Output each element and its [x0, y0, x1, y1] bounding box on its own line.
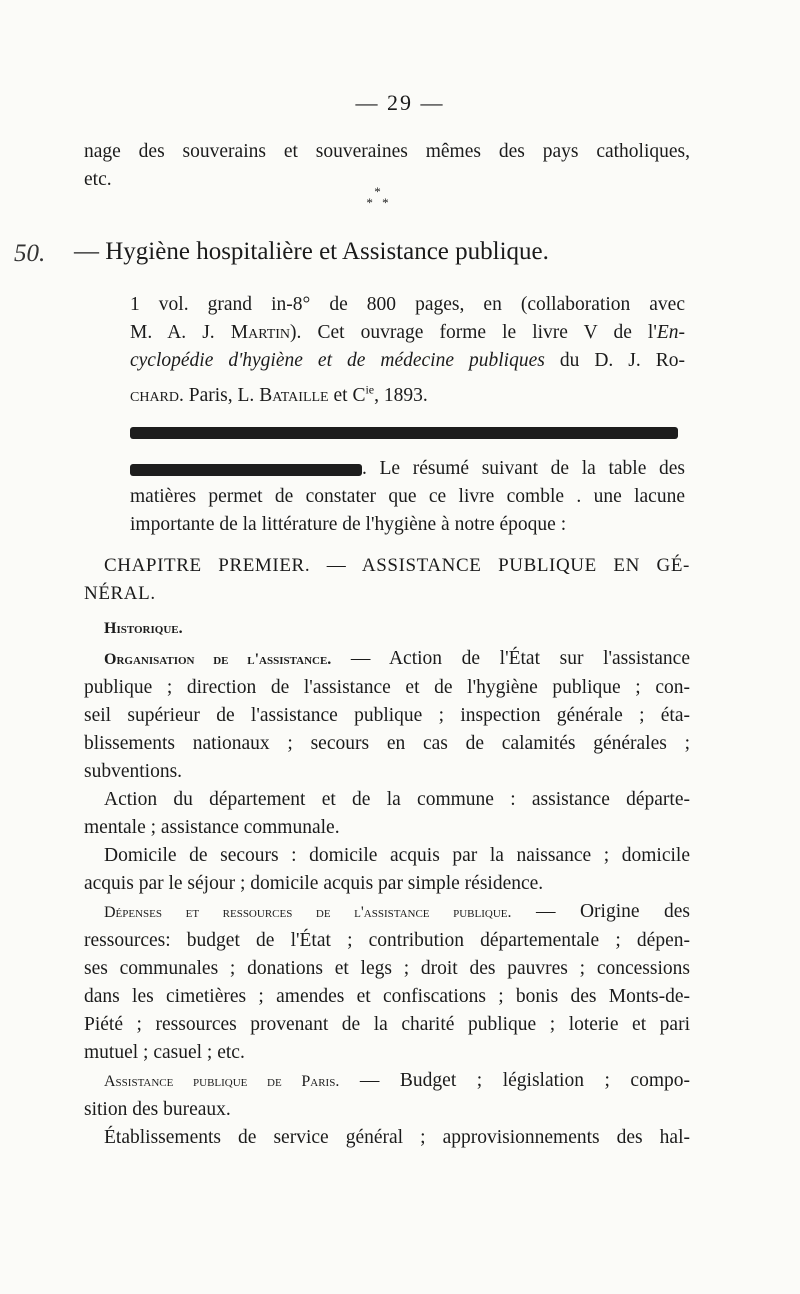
text-span: — Origine des [511, 901, 690, 922]
text-line: ses communales ; donations et legs ; droit des pauvres ; concessions [84, 958, 690, 979]
entry-details [130, 291, 685, 410]
section-body [84, 645, 690, 1152]
text-line: blissements nationaux ; secours en cas de calamités générales ; [84, 733, 690, 754]
text-span: — Action de l'État sur l'assistance [331, 648, 690, 669]
chapter-heading [84, 552, 690, 608]
text-span: . Paris, L. [179, 384, 260, 406]
text-line: acquis par le séjour ; domicile acquis par simple résidence. [84, 873, 544, 894]
text-line: seil supérieur de l'assistance publique ; inspection générale ; éta- [84, 705, 690, 726]
text-line: matières permet de constater que ce livre comble . une lacune [130, 486, 685, 507]
text-span: ). Cet ouvrage forme le livre V de l' [290, 322, 657, 343]
text-line: etc. [84, 169, 112, 190]
text-line: importante de la littérature de l'hygiène à notre époque : [130, 514, 567, 535]
text-line: mutuel ; casuel ; etc. [84, 1042, 245, 1063]
asterism [0, 186, 758, 208]
italic-span: En- [656, 322, 685, 343]
summary-paragraph [130, 455, 685, 539]
text-line: sition des bureaux. [84, 1099, 231, 1120]
superscript: ie [365, 382, 375, 396]
handwritten-margin-note: 50. [14, 240, 46, 267]
text-line [130, 455, 685, 483]
struck-out-line [130, 424, 685, 442]
text-line [84, 898, 690, 927]
strike-through-bar [130, 427, 678, 439]
text-line: dans les cimetières ; amendes et confiscations ; bonis des Monts-de- [84, 986, 690, 1007]
publisher-name: Bataille [259, 384, 329, 406]
text-line [130, 347, 685, 375]
page-number: — 29 — [355, 90, 445, 115]
text-line: CHAPITRE PREMIER. — ASSISTANCE PUBLIQUE EN GÉ- [104, 555, 690, 576]
text-line [130, 382, 428, 406]
text-line: nage des souverains et souveraines mêmes des pays catholiques, [84, 141, 690, 162]
text-line: Action du département et de la commune : assistance départe- [104, 789, 690, 810]
text-span: — Budget ; législation ; compo- [339, 1070, 690, 1091]
text-line [84, 1067, 690, 1096]
text-line: NÉRAL. [84, 583, 156, 604]
text-span: et C [328, 384, 366, 406]
text-span: M. A. J. [130, 322, 231, 343]
author-name: chard [130, 384, 180, 406]
strike-through-bar [130, 464, 362, 476]
text-span: . Le résumé suivant de la table des [362, 458, 685, 479]
text-line [130, 319, 685, 347]
section-heading-historique: Historique. [104, 620, 183, 637]
asterism-bottom: * * [366, 195, 392, 210]
text-line: mentale ; assistance communale. [84, 817, 340, 838]
text-line: Domicile de secours : domicile acquis par la naissance ; domicile [104, 845, 690, 866]
text-span: du D. J. Ro- [544, 350, 686, 371]
text-line: publique ; direction de l'assistance et de l'hygiène publique ; con- [84, 677, 690, 698]
author-name: Martin [230, 322, 291, 343]
section-label: Assistance publique de Paris. [104, 1073, 340, 1090]
italic-span: cyclopédie d'hygiène et de médecine publiques [130, 350, 545, 371]
text-span: , 1893. [374, 384, 428, 406]
text-line: Piété ; ressources provenant de la charité publique ; loterie et pari [84, 1014, 690, 1035]
text-line: ressources: budget de l'État ; contribution départementale ; dépen- [84, 930, 690, 951]
asterism-top: * [374, 184, 384, 199]
text-line [84, 645, 690, 674]
text-line: Établissements de service général ; approvisionnements des hal- [104, 1127, 690, 1148]
section-label: Organisation de l'assistance. [104, 651, 332, 668]
text-line: 1 vol. grand in-8° de 800 pages, en (collaboration avec [130, 294, 685, 315]
entry-title: — Hygiène hospitalière et Assistance publique. [74, 238, 549, 265]
text-line: subventions. [84, 761, 183, 782]
section-label: Dépenses et ressources de l'assistance publique. [104, 904, 512, 921]
